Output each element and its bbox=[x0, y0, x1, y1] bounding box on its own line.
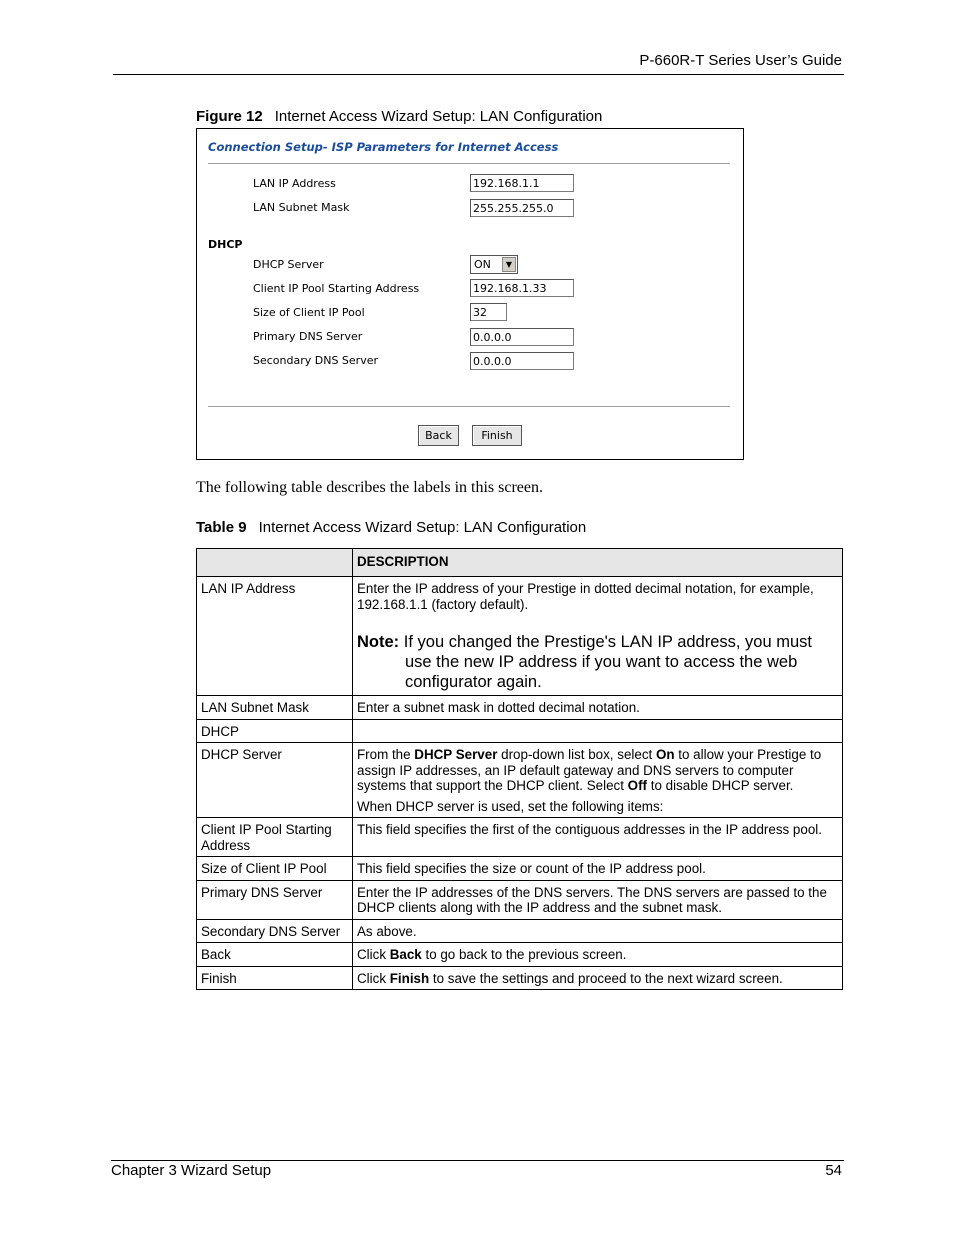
wizard-screenshot bbox=[196, 128, 744, 460]
table-number: Table 9 bbox=[196, 519, 247, 536]
table-row bbox=[197, 696, 843, 720]
dhcp-heading: DHCP bbox=[208, 238, 243, 251]
pool-size-input[interactable] bbox=[470, 303, 507, 321]
note-text-continued: use the new IP address if you want to access the web configurator again. bbox=[405, 653, 798, 691]
table-row bbox=[197, 880, 843, 919]
row-label: DHCP bbox=[197, 719, 353, 743]
note bbox=[357, 632, 838, 652]
dhcp-server-label: DHCP Server bbox=[253, 258, 324, 271]
text-run: to go back to the previous screen. bbox=[421, 947, 627, 962]
dhcp-server-selected-value: ON bbox=[474, 258, 491, 271]
description-text-2: When DHCP server is used, set the following items: bbox=[357, 798, 664, 814]
lan-subnet-mask-input[interactable] bbox=[470, 199, 574, 217]
text-run-bold: Off bbox=[627, 778, 648, 793]
text-run: Click bbox=[357, 970, 390, 986]
pool-start-label: Client IP Pool Starting Address bbox=[253, 282, 420, 295]
running-header: P-660R-T Series User’s Guide bbox=[639, 52, 842, 69]
lan-subnet-mask-label: LAN Subnet Mask bbox=[253, 201, 350, 214]
row-label: Client IP Pool Starting Address bbox=[197, 818, 353, 857]
dhcp-server-select[interactable] bbox=[470, 255, 518, 274]
footer-divider bbox=[111, 1160, 844, 1161]
row-description bbox=[353, 943, 843, 967]
text-run-bold: On bbox=[655, 747, 675, 762]
row-label: Finish bbox=[197, 966, 353, 990]
back-button[interactable]: Back bbox=[418, 425, 459, 446]
text-run: From the bbox=[357, 747, 415, 762]
table-row bbox=[197, 943, 843, 967]
table-header-row bbox=[197, 549, 843, 577]
row-description: This field specifies the size or count of the IP address pool. bbox=[353, 857, 843, 881]
figure-title: Internet Access Wizard Setup: LAN Configuration bbox=[274, 108, 603, 125]
header-description: DESCRIPTION bbox=[353, 549, 843, 577]
text-run: Click bbox=[357, 947, 390, 962]
figure-number: Figure 12 bbox=[196, 108, 263, 125]
primary-dns-label: Primary DNS Server bbox=[253, 330, 363, 343]
screen-bottom-divider bbox=[208, 406, 730, 408]
text-run-bold: Back bbox=[389, 947, 422, 962]
text-run: to allow your Prestige to assign IP addresses, an IP default gateway and DNS servers to computer systems that support the DHCP client. Select bbox=[357, 747, 822, 793]
text-run: to save the settings and proceed to the next wizard screen. bbox=[429, 970, 783, 986]
text-run-bold: DHCP Server bbox=[414, 747, 498, 762]
screen-top-divider bbox=[208, 163, 730, 165]
primary-dns-input[interactable] bbox=[470, 328, 574, 346]
pool-size-label: Size of Client IP Pool bbox=[253, 306, 365, 319]
secondary-dns-label: Secondary DNS Server bbox=[253, 354, 379, 367]
table-caption bbox=[196, 519, 586, 536]
figure-caption bbox=[196, 108, 602, 125]
row-label: LAN Subnet Mask bbox=[197, 696, 353, 720]
table-row bbox=[197, 857, 843, 881]
pool-start-input[interactable] bbox=[470, 279, 574, 297]
lan-ip-input[interactable] bbox=[470, 174, 574, 192]
row-description: As above. bbox=[353, 919, 843, 943]
finish-button[interactable]: Finish bbox=[472, 425, 522, 446]
row-description bbox=[353, 966, 843, 990]
label-description-table bbox=[196, 548, 843, 990]
table-title: Internet Access Wizard Setup: LAN Configuration bbox=[258, 519, 587, 536]
table-row bbox=[197, 743, 843, 818]
description-text bbox=[357, 747, 838, 794]
header-label bbox=[197, 549, 353, 577]
secondary-dns-input[interactable] bbox=[470, 352, 574, 370]
intro-paragraph: The following table describes the labels in this screen. bbox=[196, 479, 544, 496]
row-description bbox=[353, 577, 843, 696]
row-label: Back bbox=[197, 943, 353, 967]
screen-title: Connection Setup- ISP Parameters for Internet Access bbox=[208, 140, 559, 154]
page-number: 54 bbox=[825, 1162, 842, 1179]
header-divider bbox=[113, 74, 844, 75]
row-label: DHCP Server bbox=[197, 743, 353, 818]
table-row bbox=[197, 966, 843, 990]
text-run-bold: Finish bbox=[389, 970, 430, 986]
table-row bbox=[197, 577, 843, 696]
row-label: LAN IP Address bbox=[197, 577, 353, 696]
lan-ip-label: LAN IP Address bbox=[253, 177, 336, 190]
note-text: If you changed the Prestige's LAN IP address, you must bbox=[403, 633, 813, 651]
table-row bbox=[197, 818, 843, 857]
note-label: Note: bbox=[357, 633, 400, 651]
row-description bbox=[353, 719, 843, 743]
row-label: Primary DNS Server bbox=[197, 880, 353, 919]
row-description: Enter the IP addresses of the DNS servers. The DNS servers are passed to the DHCP clients along with the IP address and the subnet mask. bbox=[353, 880, 843, 919]
table-row bbox=[197, 919, 843, 943]
text-run: to disable DHCP server. bbox=[647, 778, 794, 793]
description-text: Enter the IP address of your Prestige in dotted decimal notation, for example, 192.168.1.1 (factory default). bbox=[357, 581, 814, 612]
chevron-down-icon[interactable]: ▼ bbox=[502, 257, 516, 272]
row-description: This field specifies the first of the contiguous addresses in the IP address pool. bbox=[353, 818, 843, 857]
table-row bbox=[197, 719, 843, 743]
text-run: drop-down list box, select bbox=[497, 747, 656, 762]
row-label: Size of Client IP Pool bbox=[197, 857, 353, 881]
row-description bbox=[353, 743, 843, 818]
footer-chapter: Chapter 3 Wizard Setup bbox=[111, 1162, 272, 1179]
row-description: Enter a subnet mask in dotted decimal notation. bbox=[353, 696, 843, 720]
row-label: Secondary DNS Server bbox=[197, 919, 353, 943]
